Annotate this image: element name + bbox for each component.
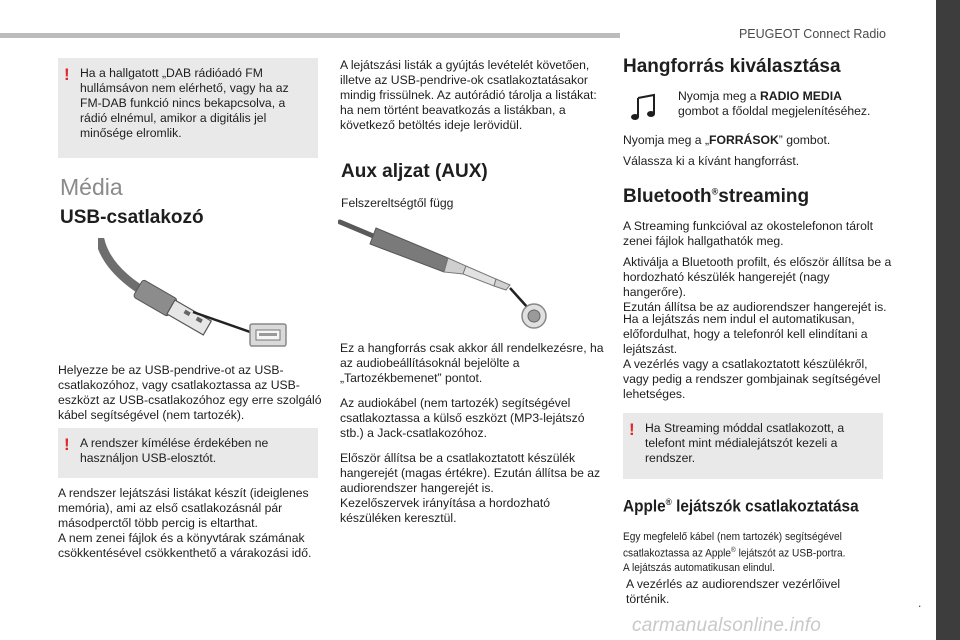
sources-text-b: ” gombot.: [778, 133, 831, 147]
note-hub: [58, 428, 318, 478]
apple-heading-b: lejátszók csatlakoztatása: [671, 497, 859, 516]
warning-icon: !: [629, 420, 635, 439]
radio-media-text-a: Nyomja meg a: [678, 89, 760, 103]
music-note-icon: [627, 90, 661, 124]
warning-icon: !: [64, 65, 70, 84]
page-edge-tab: [936, 0, 960, 640]
sources-instruction: [623, 133, 888, 169]
page-marker: .: [918, 596, 922, 610]
choose-source-text: Válassza ki a kívánt hangforrást.: [623, 154, 800, 168]
aux-text-1: Ez a hangforrás csak akkor áll rendelkezésre, ha az audiobeállításoknál bejelölte a „Tartozékbemenet” pontot.: [340, 341, 604, 385]
aux-text-4: Kezelőszervek irányítása a hordozható készüléken keresztül.: [340, 496, 551, 525]
bt-text-4: Ha a lejátszás nem indul el automatikusan, előfordulhat, hogy a telefonról kell elindítani a lejátszást.: [623, 312, 868, 356]
apple-text-2sup: ®: [731, 547, 736, 554]
aux-section: [340, 341, 608, 526]
bluetooth-section: [623, 219, 893, 402]
aux-text-3: Először állítsa be a csatlakoztatott készülék hangerejét (magas értékre). Ezután állítsa be az audiorendszer hangerejét is.: [340, 451, 601, 495]
source-heading: Hangforrás kiválasztása: [623, 56, 841, 77]
apple-heading: [623, 497, 859, 517]
apple-text-1: Egy megfelelő kábel (nem tartozék) segítségével: [623, 531, 842, 543]
apple-section: [623, 530, 893, 575]
note-hub-text: A rendszer kímélése érdekében ne használjon USB-elosztót.: [80, 436, 269, 465]
radio-media-text-b: gombot a főoldal megjelenítéséhez.: [678, 104, 871, 118]
playlist-text-2: A nem zenei fájlok és a könyvtárak számának csökkentésével csökkenthető a várakozási idő.: [58, 531, 312, 560]
page-header-title: PEUGEOT Connect Radio: [738, 27, 886, 41]
note-dab-text: Ha a hallgatott „DAB rádióadó FM hullámsávon nem elérhető, vagy ha az FM-DAB funkció nincs bekapcsolva, a rádió elnémul, amikor a digitális jel minősége elromlik.: [80, 66, 289, 140]
usb-instruction: Helyezze be az USB-pendrive-ot az USB-csatlakozóhoz, vagy csatlakoztassa az USB-eszközt az USB-csatlakozóhoz egy erre szolgáló kábel segítségével (nem tartozék).: [58, 363, 322, 422]
bt-heading-sup: ®: [711, 186, 719, 197]
bt-text-3: Ezután állítsa be az audiorendszer hangerejét is.: [623, 300, 887, 314]
bt-text-1: A Streaming funkcióval az okostelefonon tárolt zenei fájlok hallgathatók meg.: [623, 219, 873, 248]
note-hub-wrap: [58, 428, 318, 478]
apple-heading-sup: ®: [665, 497, 672, 507]
apple-heading-a: Apple: [623, 497, 666, 516]
apple-control-wrap: [626, 577, 866, 607]
radio-media-instruction: [678, 89, 883, 119]
usb-cable-icon: [100, 240, 212, 337]
pointer-line: [510, 288, 528, 308]
aux-heading: Aux aljzat (AUX): [341, 161, 488, 182]
usb-port-icon: [250, 324, 286, 346]
apple-text-4: A vezérlés az audiorendszer vezérlőivel történik.: [626, 577, 841, 606]
usb-plug-illustration: [98, 238, 298, 350]
sources-button-label: FORRÁSOK: [709, 133, 779, 147]
note-dab: [58, 58, 318, 158]
warning-icon: !: [64, 435, 70, 454]
jack-plug-icon: [340, 222, 510, 290]
note-bt-wrap: [623, 413, 883, 479]
bluetooth-heading: [623, 186, 809, 208]
aux-optional-wrap: [341, 196, 601, 211]
apple-text-3: A lejátszás automatikusan elindul.: [623, 561, 775, 574]
aux-optional: Felszereltségtől függ: [341, 196, 454, 210]
header-rule: [0, 33, 620, 38]
jack-plug-illustration: [338, 216, 553, 334]
sources-text-a: Nyomja meg a „: [623, 133, 710, 147]
playlist-update-text: A lejátszási listák a gyújtás levételét követően, illetve az USB-pendrive-ok csatlakoztatásakor mindig frissülnek. Az autórádió tárolja a listákat: ha nem történt beavatkozás a listákban, a következő betöltés ideje lerövidül.: [340, 58, 597, 132]
bt-text-2: Aktiválja a Bluetooth profilt, és először állítsa be a hordozható készülék hangerejét (nagy hangerőre).: [623, 255, 892, 299]
usb-section: [58, 363, 323, 423]
usb-heading: USB-csatlakozó: [60, 207, 204, 228]
playlist-text-1: A rendszer lejátszási listákat készít (ideiglenes memória), ami az első csatlakozásnál pár másodperctől több percig is eltarthat.: [58, 486, 309, 530]
apple-text-2a: csatlakoztassa az Apple: [623, 547, 732, 560]
jack-port-icon: [522, 304, 546, 328]
radio-media-button-label: RADIO MEDIA: [759, 89, 842, 103]
bt-text-5: A vezérlés vagy a csatlakoztatott készülékről, vagy pedig a rendszer gombjainak segítségével lehetséges.: [623, 357, 881, 401]
note-bt: [623, 413, 883, 479]
apple-text-2: [623, 544, 871, 561]
media-heading: Média: [60, 174, 123, 200]
column-1: [58, 58, 318, 158]
note-bt-text: Ha Streaming móddal csatlakozott, a telefont mint médialejátszót kezeli a rendszer.: [645, 421, 845, 465]
update-section: [340, 58, 605, 133]
watermark: carmanualsonline.info: [632, 615, 822, 636]
bt-heading-b: streaming: [718, 186, 810, 207]
playlist-section: [58, 486, 323, 561]
aux-text-2: Az audiokábel (nem tartozék) segítségével csatlakoztassa a külső eszközt (MP3-lejátszó stb.) a Jack-csatlakozóhoz.: [340, 396, 585, 440]
bt-heading-a: Bluetooth: [623, 186, 712, 207]
apple-text-2b: lejátszót az USB-portra.: [735, 547, 846, 560]
